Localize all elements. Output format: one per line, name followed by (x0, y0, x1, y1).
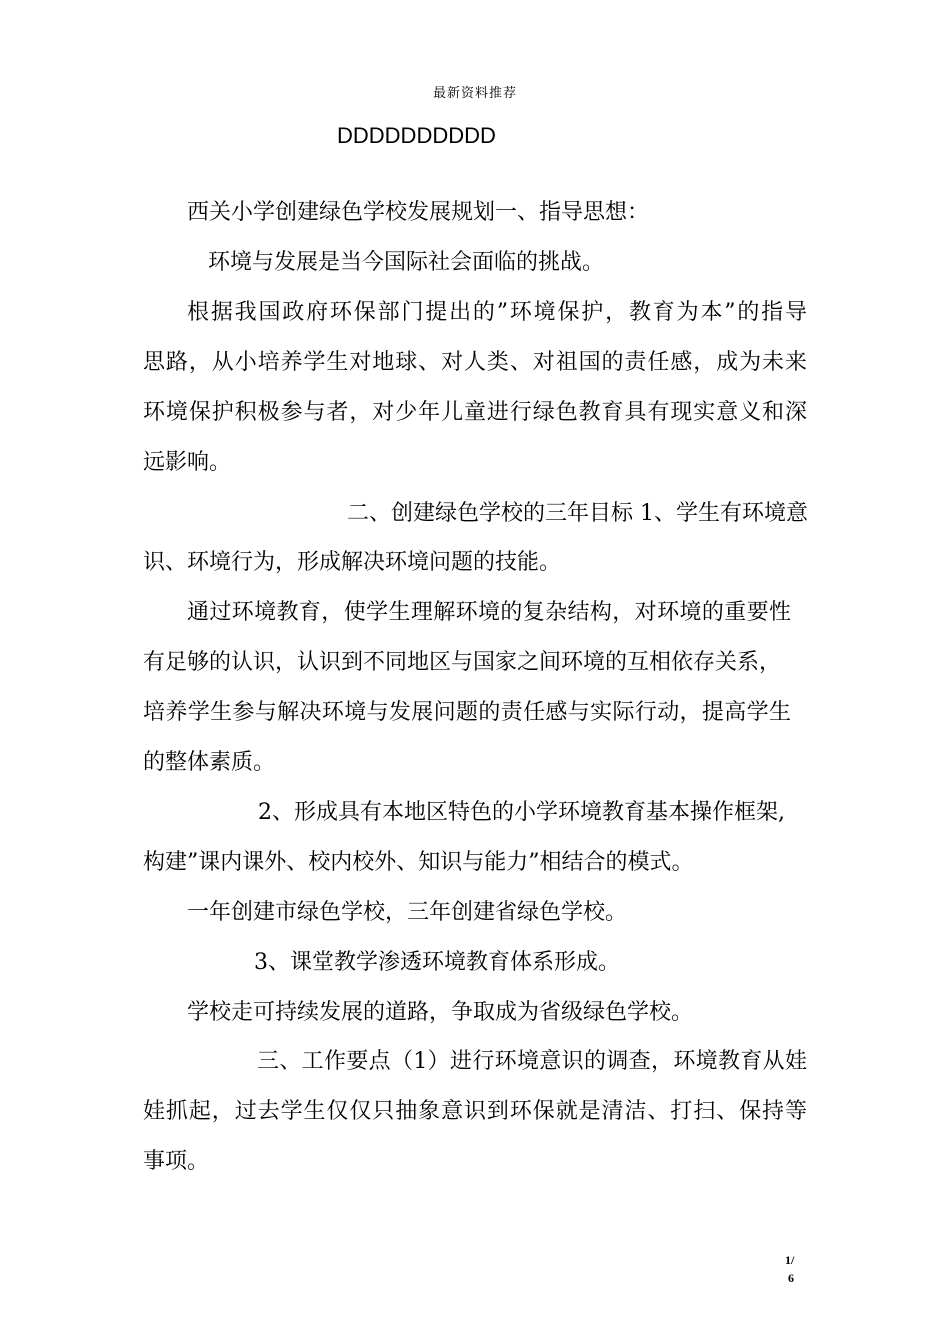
paragraph-line: 通过环境教育，使学生理解环境的复杂结构，对环境的重要性 (187, 600, 791, 625)
paragraph-line: 事项。 (143, 1149, 210, 1174)
paragraph-line: 学校走可持续发展的道路，争取成为省级绿色学校。 (187, 1000, 694, 1025)
paragraph-line: 的整体素质。 (143, 750, 276, 775)
page-number-current: 1/ (785, 1253, 795, 1267)
paragraph-line: 远影响。 (143, 450, 232, 475)
paragraph-line: 西关小学创建绿色学校发展规划一、指导思想： (187, 200, 650, 225)
paragraph-line: 根据我国政府环保部门提出的”环境保护，教育为本”的指导 (187, 300, 807, 325)
paragraph-line: 有足够的认识，认识到不同地区与国家之间环境的互相依存关系， (143, 650, 782, 675)
paragraph-line: 3、课堂教学渗透环境教育体系形成。 (254, 950, 620, 975)
paragraph-line: 培养学生参与解决环境与发展问题的责任感与实际行动，提高学生 (143, 700, 791, 725)
page-number-total: 6 (788, 1271, 794, 1285)
paragraph-line: 构建”课内课外、校内校外、知识与能力”相结合的模式。 (143, 850, 694, 875)
paragraph-line: 2、形成具有本地区特色的小学环境教育基本操作框架, (258, 800, 785, 825)
paragraph-line: 环境与发展是当今国际社会面临的挑战。 (208, 250, 605, 275)
paragraph-line: 娃抓起，过去学生仅仅只抽象意识到环保就是清洁、打扫、保持等 (143, 1099, 807, 1124)
paragraph-line: 三、工作要点（1）进行环境意识的调查，环境教育从娃 (257, 1049, 807, 1074)
paragraph-line: 一年创建市绿色学校，三年创建省绿色学校。 (187, 900, 628, 925)
paragraph-line: 二、创建绿色学校的三年目标 1、学生有环境意 (347, 501, 808, 526)
page-header: 最新资料推荐 (432, 86, 517, 101)
paragraph-line: 环境保护积极参与者，对少年儿童进行绿色教育具有现实意义和深 (143, 400, 807, 425)
paragraph-line: 思路，从小培养学生对地球、对人类、对祖国的责任感，成为未来 (143, 350, 807, 375)
document-title: DDDDDDDDDD (337, 123, 496, 148)
paragraph-line: 识、环境行为，形成解决环境问题的技能。 (143, 550, 562, 575)
